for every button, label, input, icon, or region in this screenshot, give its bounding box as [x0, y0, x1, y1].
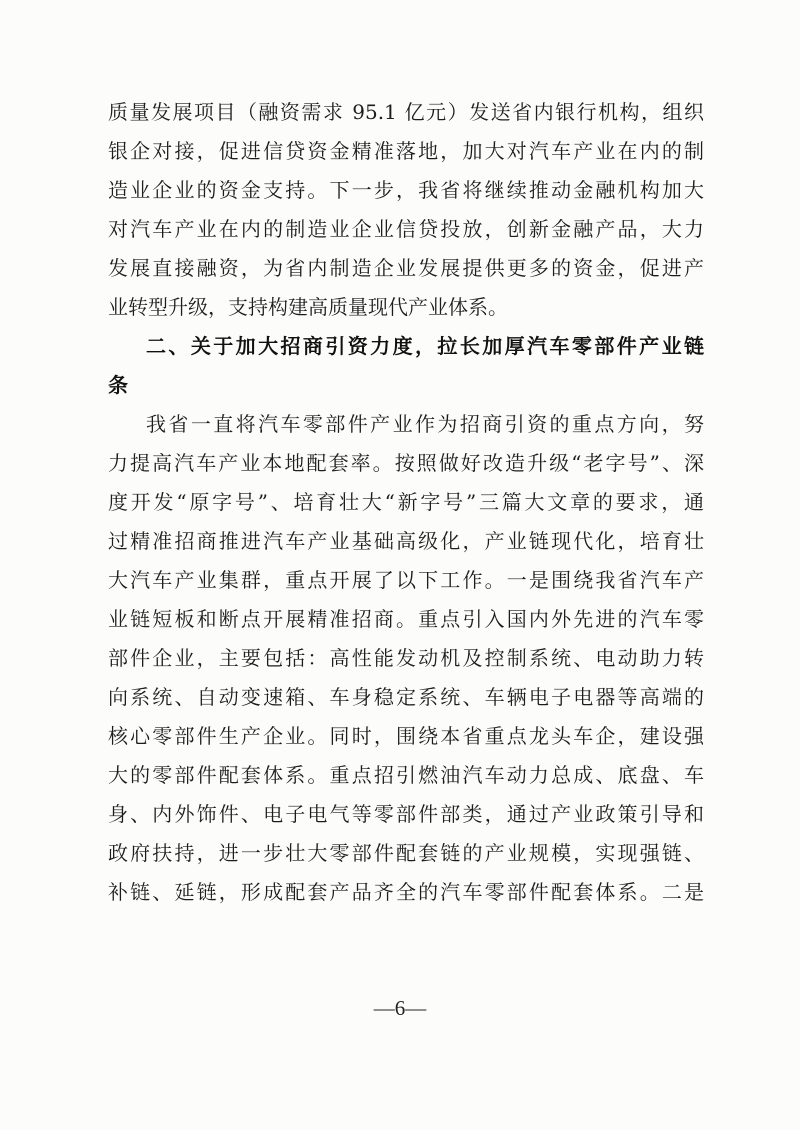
body-text-line: 对汽车产业在内的制造业企业信贷投放，创新金融产品，大力 [108, 217, 704, 241]
body-text-line: 政府扶持，进一步壮大零部件配套链的产业规模，实现强链、 [108, 841, 704, 865]
body-text-line: 向系统、自动变速箱、车身稳定系统、车辆电子电器等高端的 [108, 685, 704, 709]
body-text-line: 业转型升级，支持构建高质量现代产业体系。 [108, 295, 508, 319]
body-text-line: 核心零部件生产企业。同时，围绕本省重点龙头车企，建设强 [108, 724, 704, 748]
body-text-line: 力提高汽车产业本地配套率。按照做好改造升级“老字号”、深 [108, 451, 704, 475]
body-text-line: 大汽车产业集群，重点开展了以下工作。一是围绕我省汽车产 [108, 568, 704, 592]
body-text-line: 身、内外饰件、电子电气等零部件部类，通过产业政策引导和 [108, 802, 704, 826]
section-heading-continuation: 条 [108, 373, 128, 397]
body-text-line: 造业企业的资金支持。下一步，我省将继续推动金融机构加大 [108, 178, 704, 202]
body-text-line: 大的零部件配套体系。重点招引燃油汽车动力总成、底盘、车 [108, 763, 704, 787]
body-text-line: 补链、延链，形成配套产品齐全的汽车零部件配套体系。二是 [108, 880, 704, 904]
body-text-line: 质量发展项目（融资需求 95.1 亿元）发送省内银行机构，组织 [108, 100, 704, 124]
page-number: —6— [373, 996, 427, 1020]
body-text-line: 部件企业，主要包括：高性能发动机及控制系统、电动助力转 [108, 646, 704, 670]
section-heading: 二、关于加大招商引资力度，拉长加厚汽车零部件产业链 [146, 334, 704, 358]
body-text-line: 发展直接融资，为省内制造企业发展提供更多的资金，促进产 [108, 256, 704, 280]
body-text-line: 业链短板和断点开展精准招商。重点引入国内外先进的汽车零 [108, 607, 704, 631]
body-text-line: 度开发“原字号”、培育壮大“新字号”三篇大文章的要求，通 [108, 490, 704, 514]
body-text-line: 我省一直将汽车零部件产业作为招商引资的重点方向，努 [146, 412, 704, 436]
body-text-line: 银企对接，促进信贷资金精准落地，加大对汽车产业在内的制 [108, 139, 704, 163]
body-text-line: 过精准招商推进汽车产业基础高级化，产业链现代化，培育壮 [108, 529, 704, 553]
